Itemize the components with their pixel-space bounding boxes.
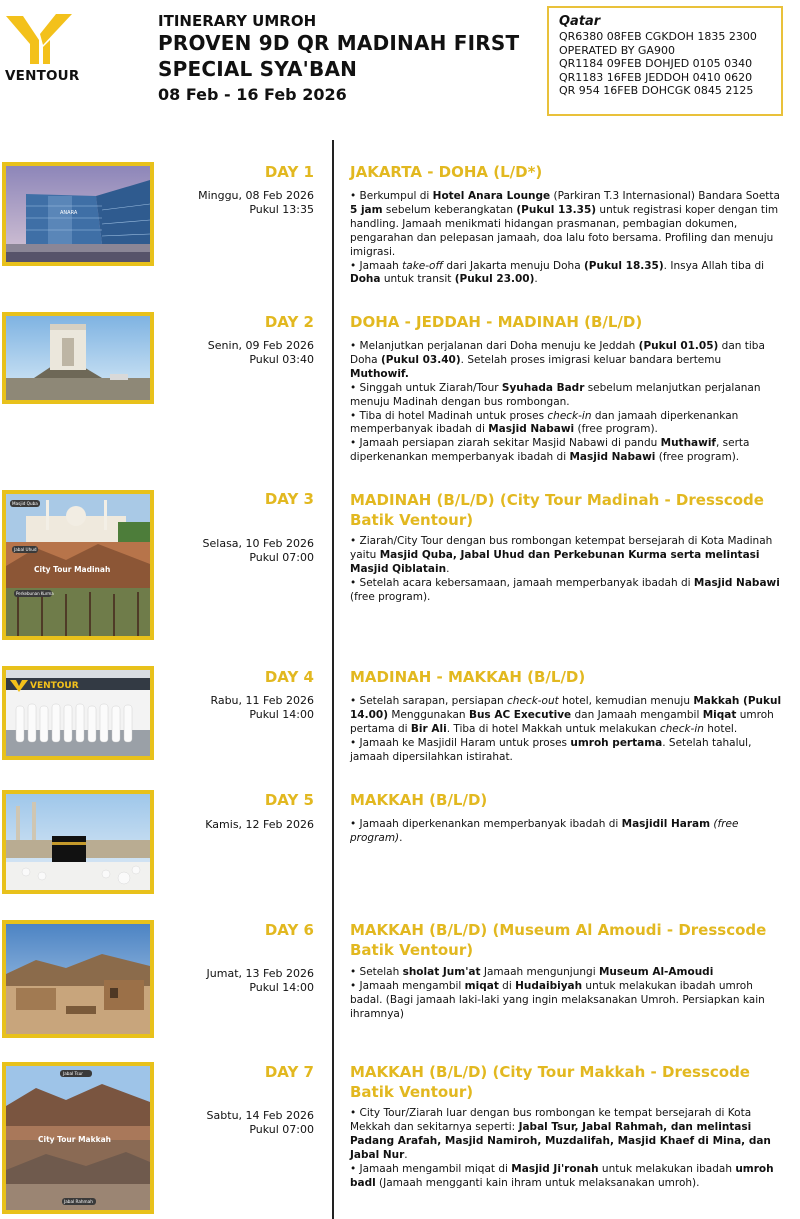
day-label: DAY 3 <box>264 490 314 508</box>
day-time: Pukul 14:00 <box>249 981 314 994</box>
day-label: DAY 4 <box>264 668 314 686</box>
itinerary-paragraph: • Setelah acara kebersamaan, jamaah memperbanyak ibadah di Masjid Nabawi (free program). <box>350 576 780 603</box>
bus-brand-text: VENTOUR <box>30 681 79 691</box>
itinerary-paragraph: • Melanjutkan perjalanan dari Doha menuju ke Jeddah (Pukul 01.05) dan tiba Doha (Pukul 03.40). Setelah proses imigrasi keluar bandara bertemu Muthowif. <box>350 340 765 380</box>
day-date: Selasa, 10 Feb 2026 <box>202 537 314 550</box>
day-label: DAY 6 <box>264 921 314 939</box>
itinerary-paragraph: • Jamaah take-off dari Jakarta menuju Doha (Pukul 18.35). Insya Allah tiba di Doha untuk transit (Pukul 23.00). <box>350 259 765 286</box>
itinerary-paragraph: • Jamaah ke Masjidil Haram untuk proses umroh pertama. Setelah tahalul, jamaah dipersilahkan istirahat. <box>350 736 752 763</box>
photo-title: City Tour Makkah <box>38 1135 111 1144</box>
day-title: MAKKAH (B/L/D) (City Tour Makkah - Dresscode Batik Ventour) <box>350 1063 750 1101</box>
day-3-photo <box>2 490 154 640</box>
day-5-photo <box>2 790 154 894</box>
day-time: Pukul 07:00 <box>249 551 314 564</box>
day-title: MADINAH (B/L/D) (City Tour Madinah - Dresscode Batik Ventour) <box>350 491 764 529</box>
itinerary-paragraph: • Tiba di hotel Madinah untuk proses check-in dan jamaah diperkenankan memperbanyak ibadah di Masjid Nabawi (free program). <box>350 409 739 436</box>
flight-line: QR 954 16FEB DOHCGK 0845 2125 <box>559 84 754 98</box>
day-date: Sabtu, 14 Feb 2026 <box>206 1109 314 1122</box>
day-date: Kamis, 12 Feb 2026 <box>205 818 314 831</box>
ventour-logo <box>6 14 80 84</box>
day-date: Senin, 09 Feb 2026 <box>207 339 314 352</box>
flight-line: OPERATED BY GA900 <box>559 43 675 57</box>
itinerary-paragraph: • Jamaah persiapan ziarah sekitar Masjid Nabawi di pandu Muthawif, serta diperkenankan memperbanyak ibadah di Masjid Nabawi (free program). <box>350 437 750 464</box>
photo-caption: Jabal Uhud <box>14 547 37 552</box>
photo-caption: Jabal Rahmah <box>64 1199 93 1204</box>
flight-box <box>547 6 783 116</box>
day-time: Pukul 13:35 <box>249 203 314 216</box>
photo-sign-text: ANARA <box>60 210 78 216</box>
day-body <box>350 340 782 465</box>
day-date: Minggu, 08 Feb 2026 <box>198 189 314 202</box>
itinerary-paragraph: • Jamaah mengambil miqat di Masjid Ji'ronah untuk melakukan ibadah umroh badl (Jamaah mengganti kain ihram untuk melaksanakan umroh). <box>350 1162 774 1189</box>
airline-name: Qatar <box>559 14 601 29</box>
date-range: 08 Feb - 16 Feb 2026 <box>158 85 347 104</box>
itinerary-paragraph: • Setelah sarapan, persiapan check-out hotel, kemudian menuju Makkah (Pukul 14.00) Menggunakan Bus AC Executive dan Jamaah mengambil Miqat umroh pertama di Bir Ali. Tiba di hotel Makkah untuk melakukan check-in hotel. <box>350 695 782 735</box>
flight-line: QR6380 08FEB CGKDOH 1835 2300 <box>559 30 757 43</box>
day-2-photo <box>2 312 154 404</box>
itinerary-paragraph: • Berkumpul di Hotel Anara Lounge (Parkiran T.3 Internasional) Bandara Soetta 5 jam sebelum keberangkatan (Pukul 13.35) untuk registrasi koper dengan tim handling. Jamaah menikmati hidangan prasmanan, pembagian dokumen, pengarahan dan pelepasan jamaah, doa lalu foto bersama. Profiling dan menuju imigrasi. <box>350 190 780 258</box>
day-body <box>350 966 782 1022</box>
day-title: JAKARTA - DOHA (L/D*) <box>350 163 543 181</box>
day-label: DAY 2 <box>264 313 314 331</box>
itinerary-paragraph: • City Tour/Ziarah luar dengan bus rombongan ke tempat bersejarah di Kota Mekkah dan sekitarnya seperti: Jabal Tsur, Jabal Rahmah, dan melintasi Padang Arafah, Masjid Namiroh, Muzdalifah, Masjid Khaef di Mina, dan Jabal Nur. <box>350 1107 771 1161</box>
day-body <box>350 535 782 605</box>
itinerary-paragraph: • Jamaah diperkenankan memperbanyak ibadah di Masjidil Haram (free program). <box>350 818 739 844</box>
day-label: DAY 5 <box>264 791 314 809</box>
package-title-line1: PROVEN 9D QR MADINAH FIRST <box>158 31 520 55</box>
itinerary-paragraph: • Setelah sholat Jum'at Jamaah mengunjungi Museum Al-Amoudi <box>350 966 714 978</box>
day-title: MAKKAH (B/L/D) (Museum Al Amoudi - Dresscode Batik Ventour) <box>350 921 767 959</box>
day-body <box>350 695 782 765</box>
day-date: Rabu, 11 Feb 2026 <box>210 694 314 707</box>
ventour-logo-mark <box>6 14 72 64</box>
day-time: Pukul 14:00 <box>249 708 314 721</box>
package-title-line2: SPECIAL SYA'BAN <box>158 57 358 81</box>
itinerary-kicker: ITINERARY UMROH <box>158 12 317 30</box>
day-4-photo <box>2 666 154 760</box>
day-body <box>350 190 782 287</box>
flight-line: QR1183 16FEB JEDDOH 0410 0620 <box>559 70 753 84</box>
day-time: Pukul 07:00 <box>249 1123 314 1136</box>
day-title: DOHA - JEDDAH - MADINAH (B/L/D) <box>350 313 643 331</box>
title-block <box>158 12 538 106</box>
timeline-line <box>332 140 334 1219</box>
day-body <box>350 818 782 846</box>
day-label: DAY 7 <box>264 1063 314 1081</box>
day-title: MADINAH - MAKKAH (B/L/D) <box>350 668 586 686</box>
day-title: MAKKAH (B/L/D) <box>350 791 488 809</box>
day-label: DAY 1 <box>264 163 314 181</box>
itinerary-paragraph: • Singgah untuk Ziarah/Tour Syuhada Badr sebelum melanjutkan perjalanan menuju Madinah dengan bus rombongan. <box>350 381 761 408</box>
photo-caption: Masjid Quba <box>12 501 38 506</box>
day-time: Pukul 03:40 <box>249 353 314 366</box>
itinerary-paragraph: • Jamaah mengambil miqat di Hudaibiyah untuk melakukan ibadah umroh badal. (Bagi jamaah laki-laki yang ingin melaksanakan Umroh. Persiapkan kain ihramnya) <box>350 979 765 1020</box>
photo-caption: Jabal Tsur <box>63 1071 83 1076</box>
flight-line: QR1184 09FEB DOHJED 0105 0340 <box>559 57 753 71</box>
photo-title: City Tour Madinah <box>34 565 111 574</box>
day-body <box>350 1107 782 1190</box>
day-7-photo <box>2 1062 154 1214</box>
itinerary-paragraph: • Ziarah/City Tour dengan bus rombongan ketempat bersejarah di Kota Madinah yaitu Masjid Quba, Jabal Uhud dan Perkebunan Kurma serta melintasi Masjid Qiblatain. <box>350 535 773 575</box>
photo-caption: Perkebunan Kurma <box>16 591 54 596</box>
day-1-photo <box>2 162 154 266</box>
brand-name: VENTOUR <box>5 68 80 84</box>
day-6-photo <box>2 920 154 1038</box>
day-date: Jumat, 13 Feb 2026 <box>206 967 314 980</box>
